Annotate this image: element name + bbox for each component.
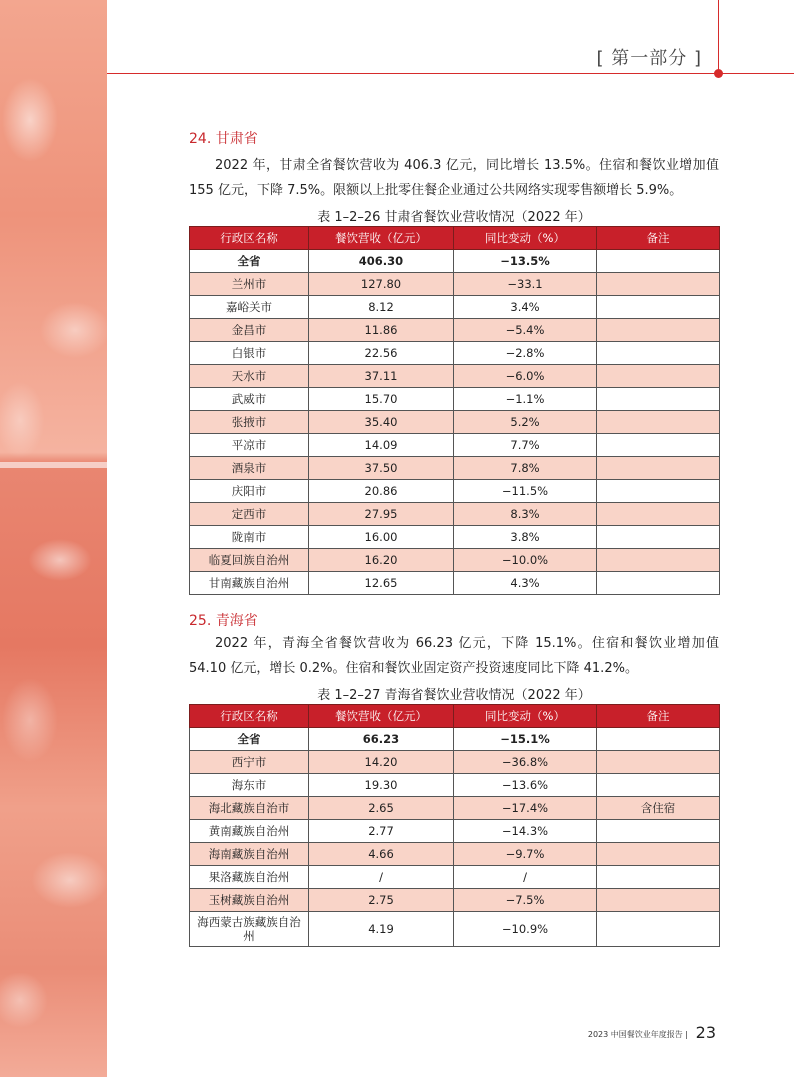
cell-region: 平凉市	[190, 434, 309, 457]
cell-change: 3.4%	[454, 296, 597, 319]
cell-note	[597, 342, 720, 365]
col-header-revenue: 餐饮营收（亿元）	[309, 227, 454, 250]
cell-region: 嘉峪关市	[190, 296, 309, 319]
col-header-change: 同比变动（%）	[454, 705, 597, 728]
cell-change: −2.8%	[454, 342, 597, 365]
cell-note	[597, 388, 720, 411]
cell-change: 7.7%	[454, 434, 597, 457]
col-header-region: 行政区名称	[190, 227, 309, 250]
cell-revenue: 19.30	[309, 774, 454, 797]
table-caption: 表 1–2–26 甘肃省餐饮业营收情况（2022 年）	[317, 210, 591, 225]
table-row	[190, 250, 720, 273]
table-row	[190, 549, 720, 572]
cell-note	[597, 774, 720, 797]
section-qinghai-text	[189, 631, 719, 681]
table-row	[190, 296, 720, 319]
cell-region: 酒泉市	[190, 457, 309, 480]
cell-note	[597, 820, 720, 843]
table-row	[190, 572, 720, 595]
table-row	[190, 728, 720, 751]
section-title: 24. 甘肃省	[189, 131, 258, 147]
table-row	[190, 411, 720, 434]
cell-note	[597, 296, 720, 319]
footer-report-title: 2023 中国餐饮业年度报告 |	[587, 1030, 688, 1039]
table-row	[190, 889, 720, 912]
cell-revenue: 11.86	[309, 319, 454, 342]
cell-change: −10.9%	[454, 912, 597, 947]
cell-revenue: 2.77	[309, 820, 454, 843]
cell-change: −36.8%	[454, 751, 597, 774]
cell-revenue: 22.56	[309, 342, 454, 365]
table-header-row	[190, 227, 720, 250]
section-qinghai	[189, 610, 719, 630]
section-gansu	[189, 128, 719, 148]
table-body	[190, 250, 720, 595]
cell-region: 天水市	[190, 365, 309, 388]
cell-region: 海西蒙古族藏族自治州	[190, 912, 309, 947]
cell-change: −9.7%	[454, 843, 597, 866]
cell-region: 黄南藏族自治州	[190, 820, 309, 843]
cell-change: −1.1%	[454, 388, 597, 411]
cell-note	[597, 319, 720, 342]
table-caption-qinghai	[189, 684, 719, 703]
cell-region: 全省	[190, 250, 309, 273]
cell-note	[597, 912, 720, 947]
table-caption-gansu	[189, 206, 719, 225]
table-qinghai-wrap	[189, 704, 719, 947]
cell-revenue: 14.20	[309, 751, 454, 774]
table-row	[190, 751, 720, 774]
table-row	[190, 912, 720, 947]
cell-change: −17.4%	[454, 797, 597, 820]
cell-note	[597, 503, 720, 526]
cell-revenue: 35.40	[309, 411, 454, 434]
cell-note	[597, 273, 720, 296]
cell-change: −6.0%	[454, 365, 597, 388]
cell-note	[597, 728, 720, 751]
cell-region: 西宁市	[190, 751, 309, 774]
section-title: 25. 青海省	[189, 613, 258, 629]
table-gansu-wrap	[189, 226, 719, 595]
table-row	[190, 797, 720, 820]
cell-note	[597, 843, 720, 866]
cell-region: 定西市	[190, 503, 309, 526]
cell-region: 果洛藏族自治州	[190, 866, 309, 889]
cell-revenue: 66.23	[309, 728, 454, 751]
cell-note	[597, 365, 720, 388]
table-row	[190, 503, 720, 526]
table-row	[190, 843, 720, 866]
table-row	[190, 388, 720, 411]
cell-revenue: 37.11	[309, 365, 454, 388]
cell-change: −7.5%	[454, 889, 597, 912]
table-body	[190, 728, 720, 947]
cell-region: 海南藏族自治州	[190, 843, 309, 866]
cell-note: 含住宿	[597, 797, 720, 820]
cell-region: 金昌市	[190, 319, 309, 342]
cell-revenue: 27.95	[309, 503, 454, 526]
cell-region: 兰州市	[190, 273, 309, 296]
cell-change: −10.0%	[454, 549, 597, 572]
cell-revenue: 2.65	[309, 797, 454, 820]
cell-revenue: 406.30	[309, 250, 454, 273]
table-row	[190, 273, 720, 296]
table-row	[190, 774, 720, 797]
col-header-note: 备注	[597, 227, 720, 250]
cell-note	[597, 411, 720, 434]
cell-revenue: 127.80	[309, 273, 454, 296]
cell-change: −13.6%	[454, 774, 597, 797]
cell-change: −15.1%	[454, 728, 597, 751]
col-header-revenue: 餐饮营收（亿元）	[309, 705, 454, 728]
revenue-table-qinghai	[189, 704, 720, 947]
cell-revenue: 14.09	[309, 434, 454, 457]
cell-revenue: 2.75	[309, 889, 454, 912]
table-row	[190, 365, 720, 388]
table-row	[190, 319, 720, 342]
header-dot	[714, 69, 723, 78]
table-row	[190, 342, 720, 365]
cell-region: 白银市	[190, 342, 309, 365]
table-row	[190, 434, 720, 457]
cell-change: −13.5%	[454, 250, 597, 273]
section-paragraph: 2022 年，青海全省餐饮营收为 66.23 亿元，下降 15.1%。住宿和餐饮业增加值 54.10 亿元，增长 0.2%。住宿和餐饮业固定资产投资速度同比下降 41.2%。	[189, 636, 719, 676]
cell-change: −33.1	[454, 273, 597, 296]
table-row	[190, 457, 720, 480]
cell-region: 庆阳市	[190, 480, 309, 503]
side-image-band	[0, 462, 107, 468]
cell-change: 4.3%	[454, 572, 597, 595]
decorative-side-image	[0, 0, 107, 1077]
cell-region: 海北藏族自治市	[190, 797, 309, 820]
table-row	[190, 480, 720, 503]
col-header-change: 同比变动（%）	[454, 227, 597, 250]
revenue-table-gansu	[189, 226, 720, 595]
header-rule	[107, 73, 794, 74]
cell-revenue: 16.20	[309, 549, 454, 572]
cell-region: 张掖市	[190, 411, 309, 434]
cell-note	[597, 866, 720, 889]
part-title: [ 第一部分 ]	[596, 48, 702, 69]
cell-change: /	[454, 866, 597, 889]
table-row	[190, 866, 720, 889]
cell-region: 陇南市	[190, 526, 309, 549]
cell-note	[597, 751, 720, 774]
cell-revenue: 20.86	[309, 480, 454, 503]
cell-region: 玉树藏族自治州	[190, 889, 309, 912]
cell-note	[597, 250, 720, 273]
cell-change: 8.3%	[454, 503, 597, 526]
cell-revenue: 4.19	[309, 912, 454, 947]
page-number: 23	[695, 1023, 716, 1042]
col-header-region: 行政区名称	[190, 705, 309, 728]
cell-change: −14.3%	[454, 820, 597, 843]
table-row	[190, 820, 720, 843]
cell-change: 5.2%	[454, 411, 597, 434]
cell-region: 武威市	[190, 388, 309, 411]
cell-region: 全省	[190, 728, 309, 751]
cell-note	[597, 889, 720, 912]
cell-revenue: 8.12	[309, 296, 454, 319]
cell-revenue: 4.66	[309, 843, 454, 866]
table-row	[190, 526, 720, 549]
cell-note	[597, 549, 720, 572]
cell-region: 甘南藏族自治州	[190, 572, 309, 595]
cell-note	[597, 526, 720, 549]
cell-revenue: 12.65	[309, 572, 454, 595]
cell-revenue: /	[309, 866, 454, 889]
table-caption: 表 1–2–27 青海省餐饮业营收情况（2022 年）	[317, 688, 591, 703]
table-header-row	[190, 705, 720, 728]
cell-note	[597, 572, 720, 595]
cell-revenue: 15.70	[309, 388, 454, 411]
cell-change: −5.4%	[454, 319, 597, 342]
cell-note	[597, 480, 720, 503]
cell-change: 3.8%	[454, 526, 597, 549]
cell-note	[597, 434, 720, 457]
cell-region: 临夏回族自治州	[190, 549, 309, 572]
section-gansu-text	[189, 153, 719, 203]
section-paragraph: 2022 年，甘肃全省餐饮营收为 406.3 亿元，同比增长 13.5%。住宿和餐饮业增加值 155 亿元，下降 7.5%。限额以上批零住餐企业通过公共网络实现零售额增长 5.9%。	[189, 158, 719, 198]
cell-change: −11.5%	[454, 480, 597, 503]
cell-change: 7.8%	[454, 457, 597, 480]
cell-revenue: 37.50	[309, 457, 454, 480]
cell-note	[597, 457, 720, 480]
header-vertical-rule	[718, 0, 719, 74]
cell-revenue: 16.00	[309, 526, 454, 549]
cell-region: 海东市	[190, 774, 309, 797]
col-header-note: 备注	[597, 705, 720, 728]
